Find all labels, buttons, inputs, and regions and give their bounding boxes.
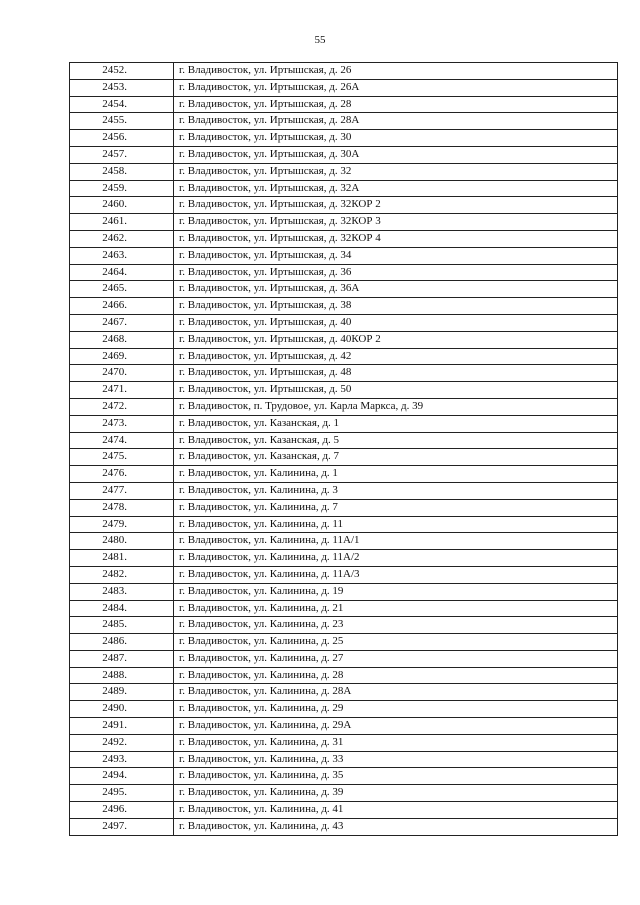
- row-number: 2471.: [70, 382, 174, 399]
- row-address: г. Владивосток, ул. Калинина, д. 39: [174, 785, 618, 802]
- row-address: г. Владивосток, ул. Калинина, д. 11А/2: [174, 550, 618, 567]
- row-number: 2474.: [70, 432, 174, 449]
- row-number: 2488.: [70, 667, 174, 684]
- table-row: [70, 79, 618, 96]
- row-number: 2475.: [70, 449, 174, 466]
- table-row: [70, 130, 618, 147]
- table-row: [70, 701, 618, 718]
- row-number: 2454.: [70, 96, 174, 113]
- row-address: г. Владивосток, ул. Казанская, д. 1: [174, 415, 618, 432]
- table-row: [70, 600, 618, 617]
- address-table: [69, 62, 618, 836]
- row-number: 2482.: [70, 566, 174, 583]
- table-row: [70, 230, 618, 247]
- table-row: [70, 96, 618, 113]
- address-table-body: [70, 63, 618, 836]
- row-address: г. Владивосток, ул. Калинина, д. 35: [174, 768, 618, 785]
- row-address: г. Владивосток, ул. Калинина, д. 29: [174, 701, 618, 718]
- table-row: [70, 432, 618, 449]
- row-number: 2494.: [70, 768, 174, 785]
- table-row: [70, 113, 618, 130]
- row-address: г. Владивосток, ул. Калинина, д. 3: [174, 482, 618, 499]
- row-address: г. Владивосток, ул. Иртышская, д. 32КОР 2: [174, 197, 618, 214]
- row-number: 2486.: [70, 634, 174, 651]
- row-address: г. Владивосток, ул. Калинина, д. 11А/1: [174, 533, 618, 550]
- row-address: г. Владивосток, ул. Калинина, д. 11: [174, 516, 618, 533]
- row-number: 2485.: [70, 617, 174, 634]
- row-number: 2464.: [70, 264, 174, 281]
- row-number: 2455.: [70, 113, 174, 130]
- row-number: 2490.: [70, 701, 174, 718]
- row-address: г. Владивосток, ул. Иртышская, д. 32КОР 4: [174, 230, 618, 247]
- row-address: г. Владивосток, ул. Казанская, д. 7: [174, 449, 618, 466]
- row-address: г. Владивосток, ул. Иртышская, д. 36: [174, 264, 618, 281]
- row-address: г. Владивосток, ул. Калинина, д. 31: [174, 734, 618, 751]
- table-row: [70, 382, 618, 399]
- row-address: г. Владивосток, ул. Калинина, д. 11А/3: [174, 566, 618, 583]
- table-row: [70, 415, 618, 432]
- table-row: [70, 499, 618, 516]
- table-row: [70, 466, 618, 483]
- row-address: г. Владивосток, ул. Калинина, д. 28: [174, 667, 618, 684]
- table-row: [70, 197, 618, 214]
- row-number: 2462.: [70, 230, 174, 247]
- row-number: 2463.: [70, 247, 174, 264]
- row-number: 2479.: [70, 516, 174, 533]
- row-address: г. Владивосток, ул. Иртышская, д. 28А: [174, 113, 618, 130]
- row-number: 2465.: [70, 281, 174, 298]
- row-number: 2487.: [70, 650, 174, 667]
- row-number: 2459.: [70, 180, 174, 197]
- table-row: [70, 802, 618, 819]
- row-number: 2470.: [70, 365, 174, 382]
- row-address: г. Владивосток, ул. Иртышская, д. 30А: [174, 146, 618, 163]
- row-address: г. Владивосток, ул. Иртышская, д. 32А: [174, 180, 618, 197]
- table-row: [70, 566, 618, 583]
- row-number: 2495.: [70, 785, 174, 802]
- row-number: 2467.: [70, 314, 174, 331]
- row-number: 2466.: [70, 298, 174, 315]
- table-row: [70, 684, 618, 701]
- row-address: г. Владивосток, ул. Калинина, д. 7: [174, 499, 618, 516]
- row-address: г. Владивосток, ул. Иртышская, д. 42: [174, 348, 618, 365]
- table-row: [70, 533, 618, 550]
- row-number: 2477.: [70, 482, 174, 499]
- table-row: [70, 650, 618, 667]
- row-address: г. Владивосток, ул. Иртышская, д. 40КОР 2: [174, 331, 618, 348]
- table-row: [70, 264, 618, 281]
- table-row: [70, 298, 618, 315]
- table-row: [70, 146, 618, 163]
- row-number: 2480.: [70, 533, 174, 550]
- row-number: 2468.: [70, 331, 174, 348]
- row-address: г. Владивосток, п. Трудовое, ул. Карла Маркса, д. 39: [174, 398, 618, 415]
- row-address: г. Владивосток, ул. Калинина, д. 28А: [174, 684, 618, 701]
- row-number: 2452.: [70, 63, 174, 80]
- row-number: 2469.: [70, 348, 174, 365]
- row-number: 2457.: [70, 146, 174, 163]
- row-address: г. Владивосток, ул. Иртышская, д. 32КОР 3: [174, 214, 618, 231]
- table-row: [70, 449, 618, 466]
- table-row: [70, 281, 618, 298]
- table-row: [70, 768, 618, 785]
- row-address: г. Владивосток, ул. Иртышская, д. 26: [174, 63, 618, 80]
- table-row: [70, 550, 618, 567]
- table-row: [70, 667, 618, 684]
- table-row: [70, 63, 618, 80]
- row-number: 2478.: [70, 499, 174, 516]
- row-address: г. Владивосток, ул. Калинина, д. 29А: [174, 718, 618, 735]
- row-number: 2489.: [70, 684, 174, 701]
- table-row: [70, 583, 618, 600]
- row-number: 2496.: [70, 802, 174, 819]
- row-number: 2472.: [70, 398, 174, 415]
- row-number: 2483.: [70, 583, 174, 600]
- row-address: г. Владивосток, ул. Иртышская, д. 32: [174, 163, 618, 180]
- row-address: г. Владивосток, ул. Калинина, д. 19: [174, 583, 618, 600]
- row-address: г. Владивосток, ул. Иртышская, д. 50: [174, 382, 618, 399]
- table-row: [70, 247, 618, 264]
- row-address: г. Владивосток, ул. Калинина, д. 21: [174, 600, 618, 617]
- row-number: 2458.: [70, 163, 174, 180]
- row-address: г. Владивосток, ул. Иртышская, д. 26А: [174, 79, 618, 96]
- table-row: [70, 516, 618, 533]
- table-row: [70, 348, 618, 365]
- row-address: г. Владивосток, ул. Калинина, д. 43: [174, 818, 618, 835]
- row-number: 2473.: [70, 415, 174, 432]
- row-address: г. Владивосток, ул. Иртышская, д. 34: [174, 247, 618, 264]
- row-address: г. Владивосток, ул. Иртышская, д. 30: [174, 130, 618, 147]
- table-row: [70, 617, 618, 634]
- row-address: г. Владивосток, ул. Калинина, д. 41: [174, 802, 618, 819]
- row-number: 2484.: [70, 600, 174, 617]
- row-address: г. Владивосток, ул. Иртышская, д. 48: [174, 365, 618, 382]
- table-row: [70, 634, 618, 651]
- table-row: [70, 314, 618, 331]
- row-address: г. Владивосток, ул. Калинина, д. 1: [174, 466, 618, 483]
- table-row: [70, 331, 618, 348]
- row-number: 2461.: [70, 214, 174, 231]
- row-address: г. Владивосток, ул. Иртышская, д. 40: [174, 314, 618, 331]
- table-row: [70, 180, 618, 197]
- table-row: [70, 482, 618, 499]
- row-address: г. Владивосток, ул. Иртышская, д. 28: [174, 96, 618, 113]
- table-row: [70, 163, 618, 180]
- table-row: [70, 718, 618, 735]
- row-number: 2476.: [70, 466, 174, 483]
- row-number: 2497.: [70, 818, 174, 835]
- row-address: г. Владивосток, ул. Калинина, д. 25: [174, 634, 618, 651]
- row-address: г. Владивосток, ул. Калинина, д. 33: [174, 751, 618, 768]
- table-row: [70, 398, 618, 415]
- row-number: 2481.: [70, 550, 174, 567]
- row-address: г. Владивосток, ул. Калинина, д. 27: [174, 650, 618, 667]
- table-row: [70, 365, 618, 382]
- table-row: [70, 214, 618, 231]
- row-number: 2491.: [70, 718, 174, 735]
- row-address: г. Владивосток, ул. Калинина, д. 23: [174, 617, 618, 634]
- page-number: 55: [314, 34, 326, 46]
- table-row: [70, 818, 618, 835]
- table-row: [70, 785, 618, 802]
- row-address: г. Владивосток, ул. Иртышская, д. 36А: [174, 281, 618, 298]
- row-address: г. Владивосток, ул. Иртышская, д. 38: [174, 298, 618, 315]
- table-row: [70, 734, 618, 751]
- row-number: 2492.: [70, 734, 174, 751]
- row-number: 2453.: [70, 79, 174, 96]
- row-number: 2493.: [70, 751, 174, 768]
- table-row: [70, 751, 618, 768]
- row-number: 2456.: [70, 130, 174, 147]
- row-number: 2460.: [70, 197, 174, 214]
- row-address: г. Владивосток, ул. Казанская, д. 5: [174, 432, 618, 449]
